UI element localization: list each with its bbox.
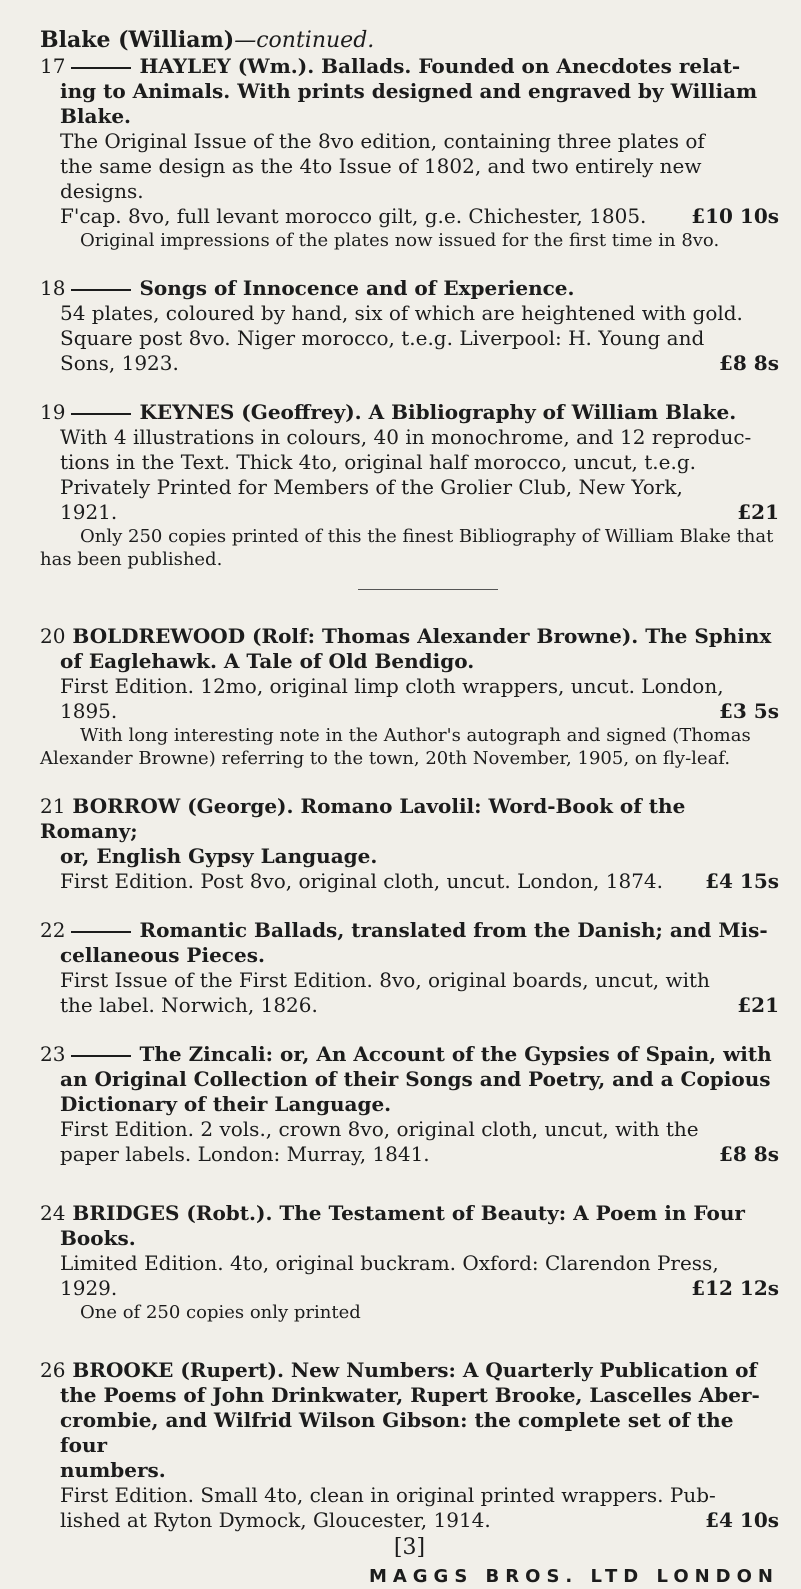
entry-description-line: 54 plates, coloured by hand, six of which are heightened with gold. <box>60 301 743 325</box>
entry-imprint-line <box>40 1142 779 1167</box>
entry-title-line: cellaneous Pieces. <box>60 943 265 967</box>
entry-price: £21 <box>737 500 779 524</box>
entry-title-first-line <box>40 624 779 649</box>
catalogue-entry <box>40 794 779 894</box>
ditto-dash <box>71 931 131 933</box>
entry-description-line: Square post 8vo. Niger morocco, t.e.g. Liverpool: H. Young and <box>60 326 705 350</box>
entry-title-text: KEYNES (Geoffrey). A Bibliography of William Blake. <box>139 400 737 424</box>
entry-title-first-line <box>40 1358 779 1383</box>
entry-imprint: 1921. <box>60 500 118 524</box>
entry-price: £8 8s <box>719 351 779 375</box>
catalogue-entry <box>40 624 779 770</box>
entry-description-line: First Edition. Small 4to, clean in original printed wrappers. Pub- <box>60 1483 716 1507</box>
entry-title-line: an Original Collection of their Songs and Poetry, and a Copious <box>60 1067 771 1091</box>
entry-imprint: F'cap. 8vo, full levant morocco gilt, g.e. Chichester, 1805. <box>60 204 647 228</box>
entry-number: 20 <box>40 624 66 648</box>
header-name: Blake (William) <box>40 27 235 53</box>
entry-description-line: the same design as the 4to Issue of 1802, and two entirely new <box>60 154 702 178</box>
entry-price: £4 10s <box>705 1508 779 1532</box>
catalogue-entry <box>40 1201 779 1324</box>
entry-description-line: Privately Printed for Members of the Grolier Club, New York, <box>60 475 683 499</box>
catalogue-entry <box>40 1042 779 1167</box>
entry-title-text: HAYLEY (Wm.). Ballads. Founded on Anecdotes relat- <box>139 54 741 78</box>
entry-number: 24 <box>40 1201 66 1225</box>
entry-description-line: First Edition. 12mo, original limp cloth wrappers, uncut. London, <box>60 674 724 698</box>
entry-note: With long interesting note in the Author's autograph and signed (Thomas Alexander Browne) referring to the town, 20th November, 1905, on fly-leaf. <box>40 725 751 769</box>
entry-title-line: ing to Animals. With prints designed and engraved by William <box>60 79 758 103</box>
entry-description-line: Limited Edition. 4to, original buckram. Oxford: Clarendon Press, <box>60 1251 719 1275</box>
entry-number: 21 <box>40 794 66 818</box>
entry-list <box>40 54 779 1533</box>
entry-description-line: With 4 illustrations in colours, 40 in monochrome, and 12 reproduc- <box>60 425 752 449</box>
entry-imprint-line <box>40 993 779 1018</box>
entry-number: 18 <box>40 276 66 300</box>
entry-title-line: crombie, and Wilfrid Wilson Gibson: the complete set of the four <box>60 1408 734 1457</box>
publisher-imprint: MAGGS BROS. LTD LONDON <box>368 1566 779 1587</box>
entry-imprint-line <box>40 500 779 525</box>
entry-title-line: or, English Gypsy Language. <box>60 844 378 868</box>
entry-price: £10 10s <box>691 204 779 228</box>
entry-title-first-line <box>40 1201 779 1226</box>
entry-description-line: First Issue of the First Edition. 8vo, original boards, uncut, with <box>60 968 710 992</box>
entry-title-first-line <box>40 1042 779 1067</box>
entry-title-first-line <box>40 794 779 844</box>
entry-number: 17 <box>40 54 66 78</box>
entry-imprint: the label. Norwich, 1826. <box>60 993 318 1017</box>
entry-title-line: numbers. <box>60 1458 166 1482</box>
catalogue-entry <box>40 54 779 252</box>
entry-title-first-line <box>40 918 779 943</box>
header-continued: —continued. <box>234 28 375 53</box>
ditto-dash <box>71 67 131 69</box>
entry-title-line: Dictionary of their Language. <box>60 1092 392 1116</box>
entry-title-text: BRIDGES (Robt.). The Testament of Beauty: A Poem in Four <box>72 1201 745 1225</box>
entry-title-text: Songs of Innocence and of Experience. <box>139 276 575 300</box>
entry-description-line: designs. <box>60 179 144 203</box>
entry-number: 19 <box>40 400 66 424</box>
entry-price: £21 <box>737 993 779 1017</box>
entry-note: Only 250 copies printed of this the finest Bibliography of William Blake that has been published. <box>40 526 774 570</box>
entry-number: 26 <box>40 1358 66 1382</box>
entry-title-line: the Poems of John Drinkwater, Rupert Brooke, Lascelles Aber- <box>60 1383 760 1407</box>
entry-title-line: Books. <box>60 1226 136 1250</box>
ditto-dash <box>71 289 131 291</box>
entry-imprint: 1895. <box>60 699 118 723</box>
entry-description-line: First Edition. 2 vols., crown 8vo, original cloth, uncut, with the <box>60 1117 699 1141</box>
catalogue-entry <box>40 918 779 1018</box>
entry-imprint: Sons, 1923. <box>60 351 179 375</box>
entry-description-line: The Original Issue of the 8vo edition, containing three plates of <box>60 129 705 153</box>
section-divider <box>358 589 498 590</box>
entry-imprint-line <box>40 351 779 376</box>
section-header <box>40 28 779 53</box>
entry-imprint: lished at Ryton Dymock, Gloucester, 1914. <box>60 1508 491 1532</box>
entry-title-first-line <box>40 54 779 79</box>
ditto-dash <box>71 413 131 415</box>
entry-title-first-line <box>40 276 779 301</box>
entry-title-line: Blake. <box>60 104 132 128</box>
entry-title-first-line <box>40 400 779 425</box>
page-footer <box>40 1535 779 1589</box>
entry-title-text: BORROW (George). Romano Lavolil: Word-Book of the Romany; <box>40 794 686 843</box>
catalogue-entry <box>40 1358 779 1533</box>
entry-description-line: tions in the Text. Thick 4to, original half morocco, uncut, t.e.g. <box>60 450 697 474</box>
entry-number: 22 <box>40 918 66 942</box>
entry-title-text: BOLDREWOOD (Rolf: Thomas Alexander Browne). The Sphinx <box>72 624 772 648</box>
entry-note: One of 250 copies only printed <box>80 1302 361 1323</box>
entry-imprint: First Edition. Post 8vo, original cloth, uncut. London, 1874. <box>60 869 664 893</box>
entry-note: Original impressions of the plates now issued for the first time in 8vo. <box>80 230 720 251</box>
entry-price: £12 12s <box>691 1276 779 1300</box>
entry-price: £4 15s <box>705 869 779 893</box>
ditto-dash <box>71 1055 131 1057</box>
page-number: [3] <box>393 1535 426 1560</box>
entry-imprint-line <box>40 1276 779 1301</box>
entry-price: £8 8s <box>719 1142 779 1166</box>
entry-number: 23 <box>40 1042 66 1066</box>
entry-title-text: The Zincali: or, An Account of the Gypsies of Spain, with <box>139 1042 772 1066</box>
entry-imprint-line <box>40 699 779 724</box>
entry-imprint-line <box>40 204 779 229</box>
entry-price: £3 5s <box>719 699 779 723</box>
entry-imprint-line <box>40 1508 779 1533</box>
entry-imprint-line <box>40 869 779 894</box>
catalogue-entry <box>40 276 779 376</box>
entry-imprint: paper labels. London: Murray, 1841. <box>60 1142 430 1166</box>
entry-title-text: BROOKE (Rupert). New Numbers: A Quarterly Publication of <box>72 1358 758 1382</box>
entry-title-line: of Eaglehawk. A Tale of Old Bendigo. <box>60 649 475 673</box>
entry-imprint: 1929. <box>60 1276 118 1300</box>
entry-title-text: Romantic Ballads, translated from the Danish; and Mis- <box>139 918 768 942</box>
catalogue-entry <box>40 400 779 571</box>
